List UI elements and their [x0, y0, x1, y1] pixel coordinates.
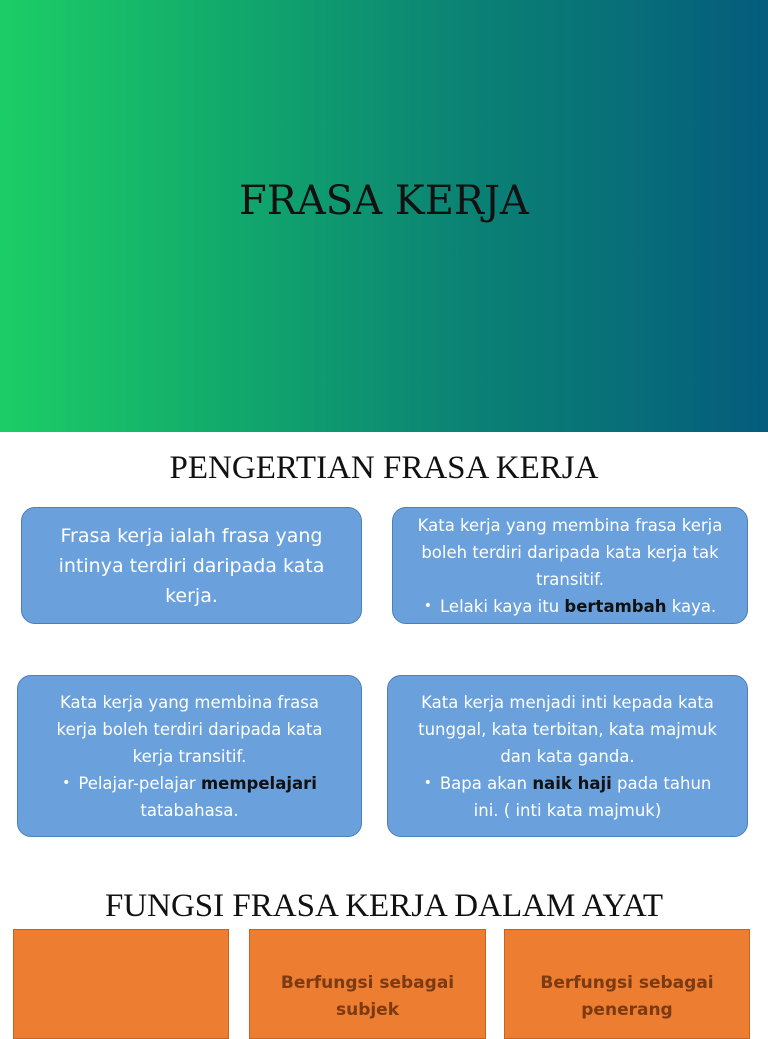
title-slide [0, 0, 768, 432]
example-highlight: naik haji [532, 773, 612, 793]
example-bullet [396, 770, 739, 797]
function-box-text: penerang [581, 1000, 673, 1020]
function-box-1 [13, 929, 229, 1039]
function-box-text: Berfungsi sebagai [280, 973, 455, 993]
definition-box-2 [392, 507, 748, 624]
box-text-line: kerja. [165, 584, 218, 607]
example-text: Pelajar-pelajar [78, 773, 201, 793]
function-slide-heading: FUNGSI FRASA KERJA DALAM AYAT [104, 888, 664, 924]
definition-box-1 [21, 507, 362, 624]
definition-slide [0, 432, 768, 862]
box-text-line: Kata kerja yang membina frasa [60, 692, 319, 712]
example-bullet [30, 770, 349, 797]
function-slide [0, 862, 768, 1024]
box-text-line: dan kata ganda. [500, 746, 635, 766]
definition-slide-heading: PENGERTIAN FRASA KERJA [169, 450, 599, 486]
box-text-line: kerja transitif. [132, 746, 247, 766]
example-text: kaya. [666, 596, 717, 616]
function-box-3 [504, 929, 750, 1039]
box-text-line: boleh terdiri daripada kata kerja tak [421, 542, 719, 562]
function-box-2 [249, 929, 486, 1039]
box-text-line: kerja boleh terdiri daripada kata [56, 719, 323, 739]
box-text-line: Frasa kerja ialah frasa yang [60, 524, 323, 547]
example-highlight: mempelajari [200, 773, 317, 793]
box-text-line: tunggal, kata terbitan, kata majmuk [418, 719, 717, 739]
box-text-line: Kata kerja menjadi inti kepada kata [421, 692, 714, 712]
function-box-text: Berfungsi sebagai [540, 973, 714, 993]
function-box-text: subjek [335, 1000, 400, 1020]
box-text-line: Kata kerja yang membina frasa kerja [417, 515, 723, 535]
example-bullet [399, 593, 741, 620]
example-text: ini. ( inti kata majmuk) [473, 800, 662, 820]
example-highlight: bertambah [564, 596, 667, 616]
box-text-line: intinya terdiri daripada kata [58, 554, 325, 577]
example-text: pada tahun [611, 773, 712, 793]
title-slide-heading: FRASA KERJA [239, 178, 529, 224]
definition-box-4 [387, 675, 748, 837]
definition-box-3 [17, 675, 362, 837]
example-text: Lelaki kaya itu [440, 596, 565, 616]
box-text-line: transitif. [536, 569, 604, 589]
example-text: tatabahasa. [140, 800, 239, 820]
example-text: Bapa akan [439, 773, 533, 793]
